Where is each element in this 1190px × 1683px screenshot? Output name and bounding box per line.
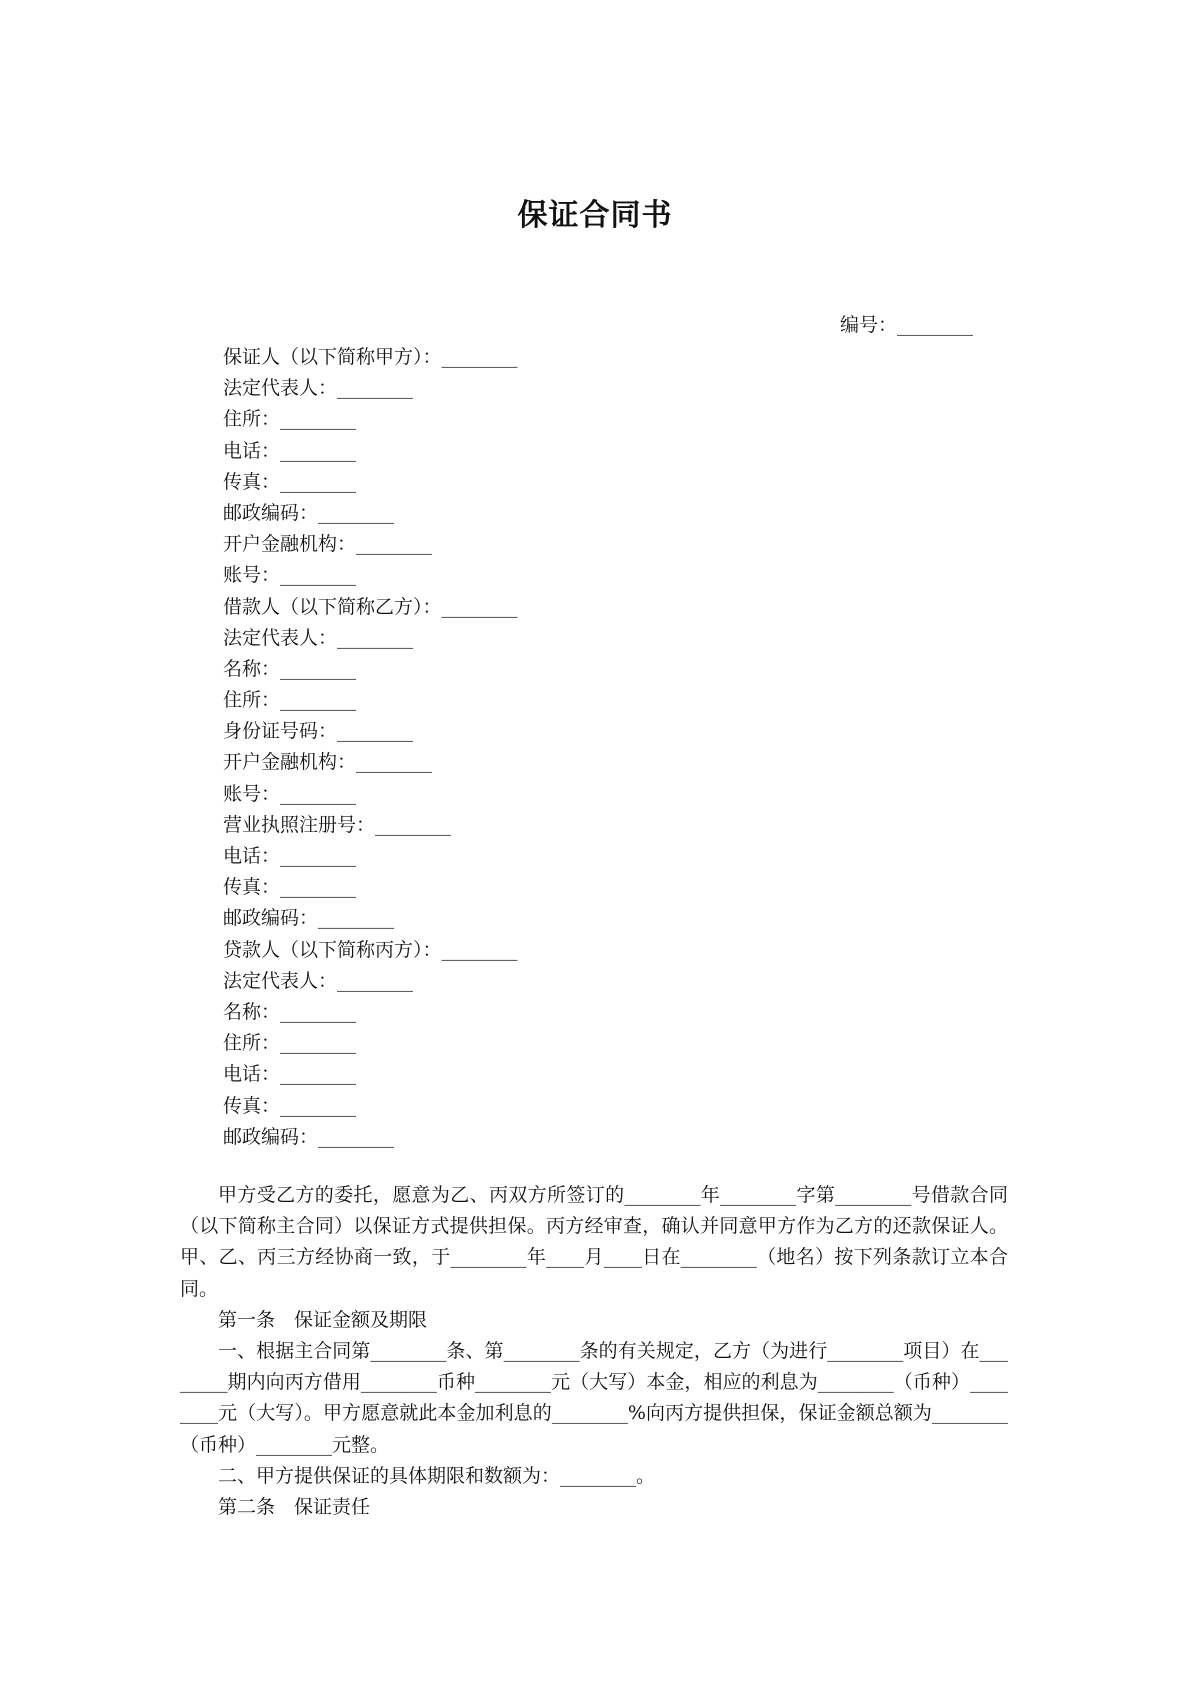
guarantor-fax-field: 传真：________	[223, 470, 357, 493]
lender-postcode-field: 邮政编码：________	[223, 1125, 395, 1148]
document-title: 保证合同书	[517, 198, 673, 233]
lender-fax-field: 传真：________	[223, 1094, 357, 1117]
lender-name-field: 名称：________	[223, 1000, 357, 1023]
party-info-list	[223, 342, 518, 1153]
borrower-license-field: 营业执照注册号：________	[223, 813, 452, 836]
guarantor-field: 保证人（以下简称甲方）：________	[223, 346, 518, 368]
borrower-phone-field: 电话：________	[223, 845, 357, 867]
contract-number: 编号：________	[840, 314, 974, 336]
borrower-legal-rep-field: 法定代表人：________	[223, 626, 414, 649]
lender-address-field: 住所：________	[223, 1032, 357, 1055]
article-two-heading: 第二条 保证责任	[218, 1496, 371, 1519]
guarantor-bank-field: 开户金融机构：________	[223, 533, 433, 556]
lender-legal-rep-field: 法定代表人：________	[223, 969, 414, 992]
borrower-postcode-field: 邮政编码：________	[223, 907, 395, 930]
contract-body	[180, 1180, 1008, 1523]
borrower-name-field: 名称：________	[223, 657, 357, 680]
borrower-bank-field: 开户金融机构：________	[223, 751, 433, 774]
borrower-fax-field: 传真：________	[223, 876, 357, 899]
lender-phone-field: 电话：________	[223, 1063, 357, 1086]
borrower-address-field: 住所：________	[223, 689, 357, 712]
guarantor-account-field: 账号：________	[223, 564, 357, 587]
guarantor-postcode-field: 邮政编码：________	[223, 501, 395, 524]
guarantor-address-field: 住所：________	[223, 408, 357, 431]
guarantor-legal-rep-field: 法定代表人：________	[223, 377, 414, 400]
borrower-field: 借款人（以下简称乙方）：________	[223, 595, 518, 618]
guarantor-phone-field: 电话：________	[223, 439, 357, 462]
article-one-heading: 第一条 保证金额及期限	[218, 1308, 428, 1331]
article-one-clause-2: 二、甲方提供保证的具体期限和数额为：________。	[218, 1464, 656, 1487]
borrower-account-field: 账号：________	[223, 782, 357, 805]
lender-field: 贷款人（以下简称丙方）：________	[223, 938, 518, 961]
article-one-clause-1: 一、根据主合同第________条、第________条的有关规定，乙方（为进行________项目）在________期内向丙方借用________币种________元（大写）本金，相应的利息为________（币种）________元（大写）。甲方愿意就此本金加利息的________%向丙方提供担保，保证金额总额为________（币种）________元整。	[180, 1340, 1008, 1456]
preamble-paragraph: 甲方受乙方的委托，愿意为乙、丙双方所签订的________年________字第________号借款合同（以下简称主合同）以保证方式提供担保。丙方经审查，确认并同意甲方作为乙方的还款保证人。甲、乙、丙三方经协商一致，于________年____月____日在________（地名）按下列条款订立本合同。	[180, 1184, 1008, 1300]
borrower-id-number-field: 身份证号码：________	[223, 720, 414, 743]
